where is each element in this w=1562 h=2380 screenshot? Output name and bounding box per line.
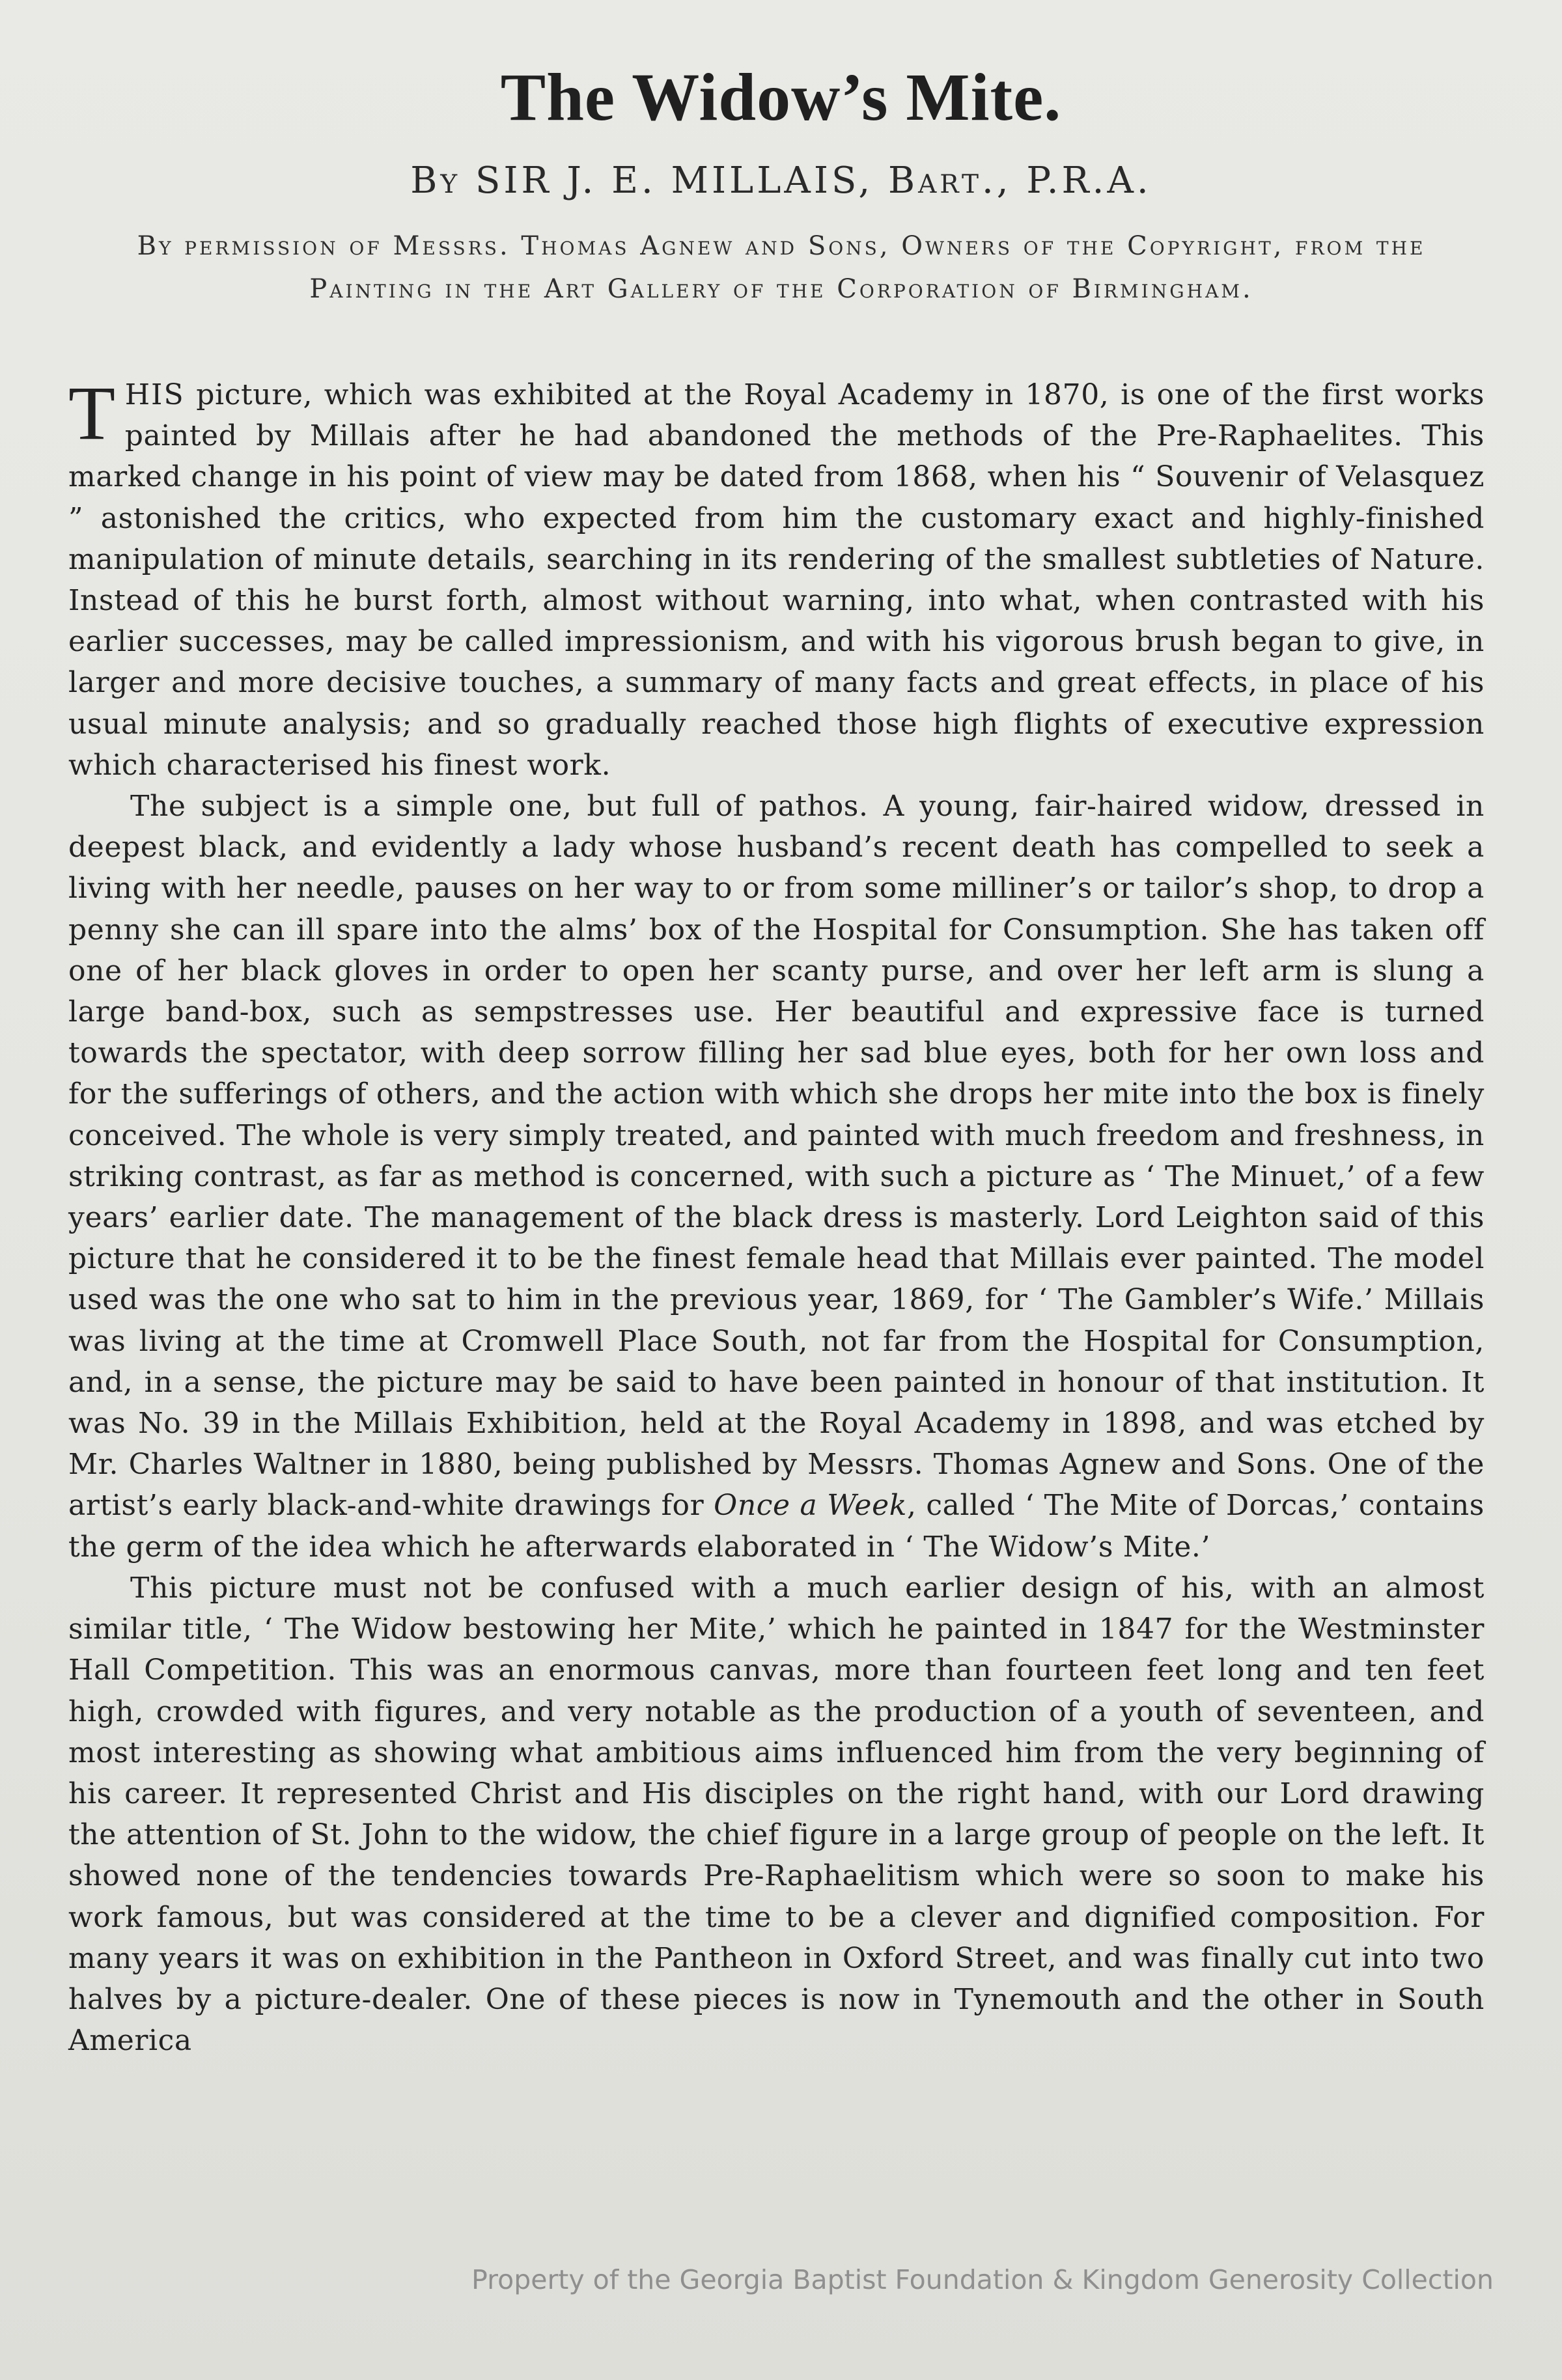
paragraph-1 bbox=[68, 370, 1485, 786]
page-title: The Widow’s Mite. bbox=[500, 60, 1062, 135]
article-body bbox=[68, 370, 1485, 2061]
paragraph-2 bbox=[68, 786, 1485, 1568]
paragraph-2-text-b: , called ‘ The Mite of Dorcas,’ contains the germ of the idea which he afterwards elaborated in ‘ The Widow’s Mite.’ bbox=[68, 1489, 1485, 1564]
paragraph-1-text: picture, which was exhibited at the Royal Academy in 1870, is one of the first works painted by Millais after he had abandoned the methods of the Pre-Raphaelites. This marked change in his point of view may be dated from 1868, when his “ Souvenir of Velasquez ” astonished the critics, who expected from him the customary exact and highly-finished manipulation of minute details, searching in its rendering of the smallest subtleties of Nature. Instead of this he burst forth, almost without warning, into what, when contrasted with his earlier successes, may be called impressionism, and with his vigorous brush began to give, in larger and more decisive touches, a summary of many facts and great effects, in place of his usual minute analysis; and so gradually reached those high flights of executive expression which characterised his finest work. bbox=[68, 378, 1485, 782]
paragraph-2-text-a: The subject is a simple one, but full of pathos. A young, fair-haired widow, dressed in deepest black, and evidently a lady whose husband’s recent death has compelled to seek a living with her needle, pauses on her way to or from some milliner’s or tailor’s shop, to drop a penny she can ill spare into the alms’ box of the Hospital for Consumption. She has taken off one of her black gloves in order to open her scanty purse, and over her left arm is slung a large band-box, such as sempstresses use. Her beautiful and expressive face is turned towards the spectator, with deep sorrow filling her sad blue eyes, both for her own loss and for the sufferings of others, and the action with which she drops her mite into the box is finely conceived. The whole is very simply treated, and painted with much freedom and freshness, in striking contrast, as far as method is concerned, with such a picture as ‘ The Minuet,’ of a few years’ earlier date. The management of the black dress is masterly. Lord Leighton said of this picture that he considered it to be the finest female head that Millais ever painted. The model used was the one who sat to him in the previous year, 1869, for ‘ The Gambler’s Wife.’ Millais was living at the time at Cromwell Place South, not far from the Hospital for Consumption, and, in a sense, the picture may be said to have been painted in honour of that institution. It was No. 39 in the Millais Exhibition, held at the Royal Academy in 1898, and was etched by Mr. Charles Waltner in 1880, being published by Messrs. Thomas Agnew and Sons. One of the artist’s early black-and-white drawings for bbox=[68, 790, 1485, 1523]
drop-cap: T bbox=[68, 370, 116, 456]
lead-caps: HIS bbox=[124, 378, 185, 411]
collection-watermark: Property of the Georgia Baptist Foundation & Kingdom Generosity Collection bbox=[471, 2264, 1494, 2295]
italic-title: Once a Week bbox=[714, 1489, 907, 1523]
paragraph-3: This picture must not be confused with a much earlier design of his, with an almost similar title, ‘ The Widow bestowing her Mite,’ which he painted in 1847 for the Westminster Hall Competition. This was an enormous canvas, more than fourteen feet long and ten feet high, crowded with figures, and very notable as the production of a youth of seventeen, and most interesting as showing what ambitious aims influenced him from the very beginning of his career. It represented Christ and His disciples on the right hand, with our Lord drawing the attention of St. John to the widow, the chief figure in a large group of people on the left. It showed none of the tendencies towards Pre-Raphaelitism which were so soon to make his work famous, but was considered at the time to be a clever and dignified composition. For many years it was on exhibition in the Pantheon in Oxford Street, and was finally cut into two halves by a picture-dealer. One of these pieces is now in Tynemouth and the other in South America bbox=[68, 1571, 1485, 2058]
author-byline: By SIR J. E. MILLAIS, Bart., P.R.A. bbox=[410, 159, 1152, 202]
permission-credit: By permission of Messrs. Thomas Agnew and Sons, Owners of the Copyright, from the Painting in the Art Gallery of the Corporation of Birmingham. bbox=[137, 231, 1426, 304]
